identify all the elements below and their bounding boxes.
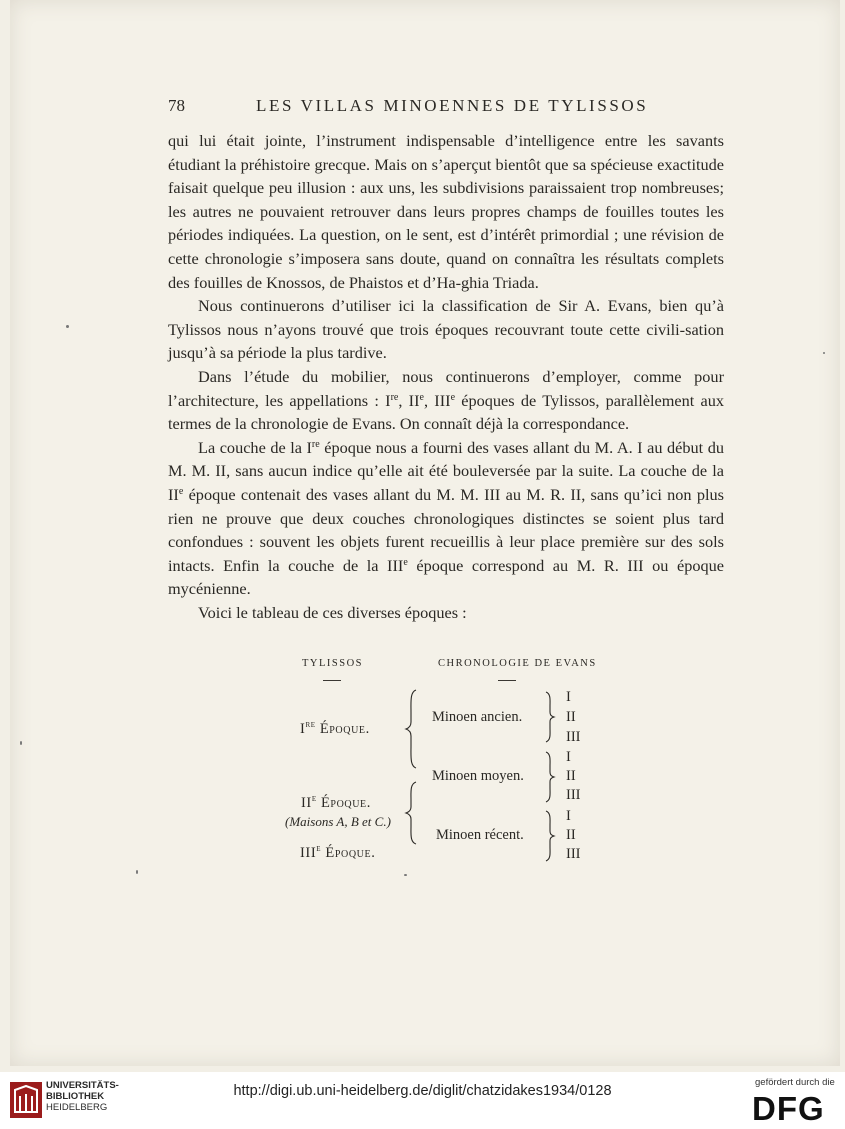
paragraph-text: époque nous a fourni des vases allant du M. A. I au début du M. M. II, sans aucun indice qu’elle ait été bouleversée par la suite. La couche de la II	[168, 437, 724, 504]
header-dash	[498, 680, 516, 681]
superscript: e	[178, 485, 184, 497]
paragraph-text: Nous continuerons d’utiliser ici la classification de Sir A. Evans, bien qu’à Tylissos nous n’ayons trouvé que trois époques recouvrant toute cette civili-sation jusqu’à sa période la plus tardive.	[168, 296, 724, 363]
sub-period: III	[566, 787, 581, 803]
superscript: re	[305, 719, 316, 730]
paragraph	[168, 129, 724, 294]
paragraph-text: qui lui était jointe, l’instrument indispensable d’intelligence entre les savants étudiant la préhistoire grecque. Mais on s’aperçut bientôt que sa spécieuse exactitude faisait quelque peu illusion : aux uns, les subdivisions paraissaient trop nombreuses; les autres ne pouvaient retrouver dans leurs propres champs de fouilles toutes les périodes indiquées. La question, on le sent, est d’intérêt primordial ; une révision de cette chronologie s’imposera sans doute, quand on connaîtra les résultats complets des fouilles de Knossos, de Phaistos et d’Ha-ghia Triada.	[168, 131, 724, 292]
sub-period: I	[566, 689, 571, 705]
sub-period: II	[566, 768, 576, 784]
paragraph-text: époque correspond au M. R. III ou époque mycénienne.	[168, 555, 724, 599]
paragraph-text: époque contenait des vases allant du M. M. III au M. R. II, sans qu’ici non plus rien ne prouve que deux couches chronologiques distinctes se soient plus tard confondues : souvent les objets furent recueillis à leur place première sur des sols intacts. Enfin la couche de la III	[168, 484, 724, 575]
superscript: e	[450, 391, 456, 403]
superscript: re	[311, 438, 320, 450]
paragraph	[168, 601, 724, 625]
period-name: Minoen ancien.	[432, 709, 523, 725]
header-dash	[323, 680, 341, 681]
epoch-2-note: (Maisons A, B et C.)	[285, 814, 391, 829]
scan-speck	[20, 741, 22, 745]
footer-bar	[0, 1072, 845, 1129]
minoen-ancien-brace	[542, 690, 556, 744]
scan-speck	[823, 352, 825, 354]
running-title: LES VILLAS MINOENNES DE TYLISSOS	[256, 96, 649, 115]
epoch-3-label	[300, 845, 375, 862]
epoch-word: Époque.	[316, 795, 371, 811]
page-number: 78	[168, 96, 185, 115]
table-header-tylissos: TYLISSOS	[302, 658, 364, 669]
funded-by-text: gefördert durch die	[755, 1077, 835, 1088]
running-header	[168, 96, 722, 116]
period-name: Minoen moyen.	[432, 768, 524, 784]
library-line: HEIDELBERG	[46, 1102, 108, 1113]
epoch-numeral: III	[300, 845, 317, 861]
minoen-recent-brace	[542, 809, 556, 863]
sub-period: II	[566, 827, 576, 843]
source-url-link[interactable]: http://digi.ub.uni-heidelberg.de/diglit/chatzidakes1934/0128	[233, 1083, 612, 1099]
scan-speck	[66, 325, 69, 328]
superscript: e	[311, 793, 317, 804]
superscript: re	[390, 391, 399, 403]
paragraph	[168, 294, 724, 365]
sub-period: III	[566, 846, 581, 862]
superscript: e	[403, 556, 408, 568]
paragraph	[168, 365, 724, 436]
superscript: e	[419, 391, 424, 403]
library-line: BIBLIOTHEK	[46, 1091, 105, 1102]
scan-speck	[404, 874, 407, 876]
epoch-numeral: I	[300, 721, 306, 737]
dfg-logo: DFG	[752, 1090, 825, 1127]
epoch-2-brace	[404, 780, 418, 846]
epoch-word: Époque.	[315, 721, 370, 737]
paragraph-text: Voici le tableau de ces diverses époques :	[198, 602, 467, 622]
paragraph-text: La couche de la I	[198, 437, 312, 457]
paragraph-text: , III	[423, 390, 451, 410]
paragraph-text: , II	[398, 390, 420, 410]
paragraph-text: Dans l’étude du mobilier, nous continuerons d’employer, comme pour l’architecture, les appellations : I	[168, 366, 724, 410]
period-name: Minoen récent.	[436, 827, 524, 843]
superscript: e	[316, 843, 322, 854]
epoch-numeral: II	[301, 795, 312, 811]
sub-period: II	[566, 709, 576, 725]
epoch-word: Époque.	[321, 845, 376, 861]
body-text	[168, 129, 724, 624]
paragraph-text: époques de Tylissos, parallèlement aux termes de la chronologie de Evans. On connaît déjà la correspondance.	[168, 390, 725, 434]
epoch-2-label	[301, 795, 371, 812]
sub-period: I	[566, 808, 571, 824]
epoch-1-label	[300, 721, 370, 738]
scan-speck	[136, 870, 138, 874]
library-line: UNIVERSITÄTS-	[46, 1080, 119, 1091]
sub-period: I	[566, 749, 571, 765]
paragraph	[168, 436, 724, 601]
minoen-moyen-brace	[542, 750, 556, 804]
epoch-1-brace	[404, 688, 418, 770]
table-header-evans: CHRONOLOGIE DE EVANS	[438, 658, 597, 669]
sub-period: III	[566, 729, 581, 745]
